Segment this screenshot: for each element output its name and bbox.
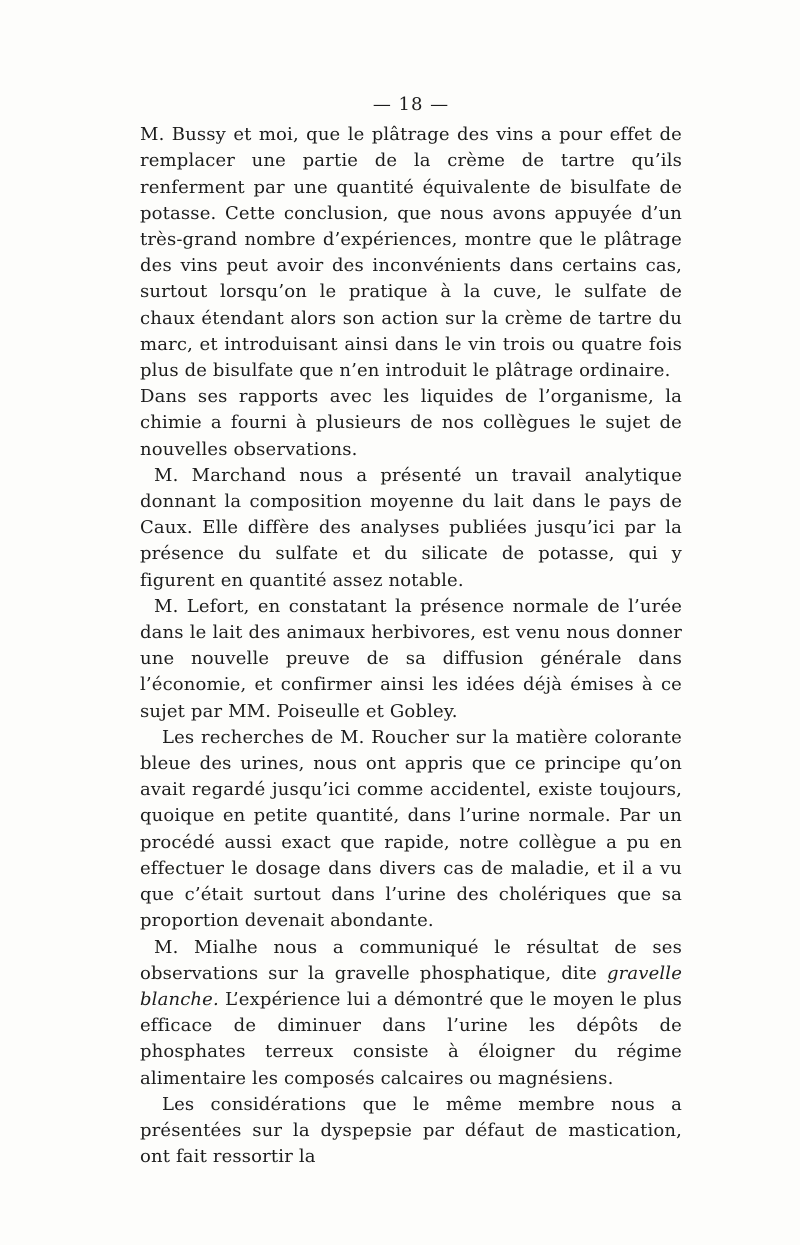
paragraph-dyspepsia: Les considérations que le même membre nous a présentées sur la dyspepsie par défaut de mastication, ont fait ressortir la	[140, 1093, 682, 1168]
paragraph-plastering-wines: M. Bussy et moi, que le plâtrage des vins a pour effet de remplacer une partie de la crème de tartre qu’ils renferment par une quantité équivalente de bisulfate de potasse. Cette conclusion, que nous avons appuyée d’un très-grand nombre d’expériences, montre que le plâtrage des vins peut avoir des inconvénients dans certains cas, surtout lorsqu’on le pratique à la cuve, le sulfate de chaux étendant alors son action sur la crème de tartre du marc, et introduisant ainsi dans le vin trois ou quatre fois plus de bisulfate que n’en introduit le plâtrage ordinaire.	[140, 124, 682, 382]
page-number: — 18 —	[372, 94, 450, 115]
paragraph-marchand-milk: M. Marchand nous a présenté un travail analytique donnant la composition moyenne du lait dans le pays de Caux. Elle diffère des analyses publiées jusqu’ici par la présence du sulfate et du silicate de potasse, qui y figurent en quantité assez notable.	[140, 464, 682, 591]
italic-term-gravelle-blanche: gravelle blanche.	[140, 962, 682, 1010]
paragraph-organism-liquids: Dans ses rapports avec les liquides de l’organisme, la chimie a fourni à plusieurs de nos collègues le sujet de nouvelles observations.	[140, 386, 682, 460]
paragraph-mialhe-text-end: L’expérience lui a démontré que le moyen le plus efficace de diminuer dans l’urine les dépôts de phosphates terreux consiste à éloigner du régime alimentaire les composés calcaires ou magnésiens.	[140, 988, 682, 1089]
paragraph-lefort-urea: M. Lefort, en constatant la présence normale de l’urée dans le lait des animaux herbivores, est venu nous donner une nouvelle preuve de sa diffusion générale dans l’économie, et confirmer ainsi les idées déjà émises à ce sujet par MM. Poiseulle et Gobley.	[140, 595, 682, 722]
paragraph-mialhe-gravel	[140, 935, 682, 1092]
paragraph-mialhe-text-start: M. Mialhe nous a communiqué le résultat de ses observations sur la gravelle phosphatique, dite	[140, 936, 682, 984]
page-body	[140, 92, 682, 1170]
paragraph-roucher-urine: Les recherches de M. Roucher sur la matière colorante bleue des urines, nous ont appris que ce principe qu’on avait regardé jusqu’ici comme accidentel, existe toujours, quoique en petite quantité, dans l’urine normale. Par un procédé aussi exact que rapide, notre collègue a pu en effectuer le dosage dans divers cas de maladie, et il a vu que c’était surtout dans l’urine des cholériques que sa proportion devenait abondante.	[140, 726, 682, 932]
